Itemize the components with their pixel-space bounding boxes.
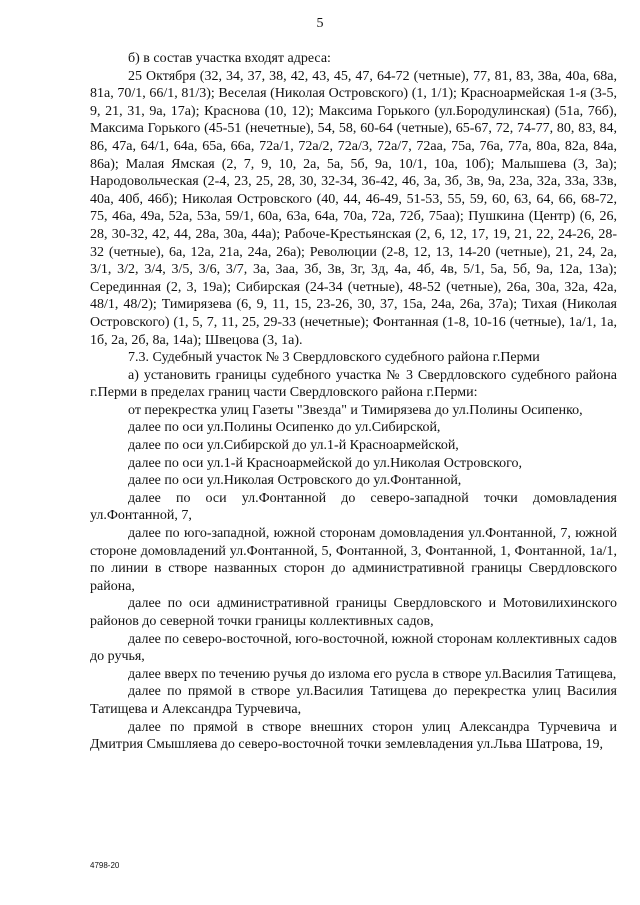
paragraph-boundary-line: далее по юго-западной, южной сторонам домовладения ул.Фонтанной, 7, южной стороне домовладений ул.Фонтанной, 5, Фонтанной, 3, Фонтанной, 1, Фонтанной, 1а/1, по линии в створе названных сторон до административной границы Свердловского района,	[90, 526, 617, 594]
paragraph-boundary-line: далее по оси ул.Николая Островского до ул.Фонтанной,	[128, 473, 462, 489]
paragraph-boundary-line: далее по оси ул.Полины Осипенко до ул.Сибирской,	[128, 420, 441, 436]
paragraph-boundary-intro: а) установить границы судебного участка № 3 Свердловского судебного района г.Перми в пределах границ части Свердловского района г.Перми:	[90, 367, 617, 401]
paragraph-boundary-line: далее по прямой в створе ул.Василия Татищева до перекрестка улиц Василия Татищева и Александра Турчевича,	[90, 684, 617, 717]
paragraph-addresses-heading: б) в состав участка входят адреса:	[128, 51, 331, 66]
document-body	[90, 50, 617, 754]
paragraph-boundary-line: далее по оси административной границы Свердловского и Мотовилихинского районов до северной точки границы коллективных садов,	[90, 596, 617, 629]
paragraph-boundary-line: далее по прямой в створе внешних сторон улиц Александра Турчевича и Дмитрия Смышляева до северо-восточной точки землевладения ул.Льва Шатрова, 19,	[90, 719, 617, 753]
paragraph-section-heading: 7.3. Судебный участок № 3 Свердловского судебного района г.Перми	[128, 350, 540, 366]
document-code: 4798-20	[90, 861, 120, 870]
paragraph-boundary-line: далее по северо-восточной, юго-восточной, южной сторонам коллективных садов до ручья,	[90, 631, 617, 665]
paragraph-boundary-line: далее по оси ул.Фонтанной до северо-западной точки домовладения ул.Фонтанной, 7,	[90, 490, 617, 524]
paragraph-boundary-line: от перекрестка улиц Газеты "Звезда" и Тимирязева до ул.Полины Осипенко,	[128, 402, 583, 418]
page-number: 5	[316, 16, 324, 31]
paragraph-boundary-line: далее по оси ул.Сибирской до ул.1-й Красноармейской,	[128, 438, 459, 454]
paragraph-boundary-line: далее вверх по течению ручья до излома его русла в створе ул.Василия Татищева,	[128, 666, 617, 682]
paragraph-address-list: 25 Октября (32, 34, 37, 38, 42, 43, 45, 47, 64-72 (четные), 77, 81, 83, 38а, 40а, 68а, 81а, 70/1, 66/1, 81/3); Веселая (Николая Островского) (1, 1/1); Красноармейская 1-я (3-5, 9, 21, 31, 9а, 17а); Краснова (10, 12); Максима Горького (ул.Бородулинская) (51а, 76б), Максима Горького (45-51 (нечетные), 54, 58, 60-64 (четные), 65-67, 72, 74-77, 80, 83, 84, 86, 47а, 64/1, 64а, 65а, 66а, 72а/1, 72а/2, 72а/3, 72а/7, 72аа, 75а, 76а, 77а, 80а, 82а, 84а, 86а); Малая Ямская (2, 7, 9, 10, 2а, 5а, 5б, 9а, 10/1, 10а, 10б); Малышева (3, 3а); Народовольческая (2-4, 23, 25, 28, 30, 32-34, 36-42, 46, 3а, 3б, 3в, 9а, 23а, 32а, 33а, 33в, 40а, 40б, 46б); Николая Островского (40, 44, 46-49, 51-53, 55, 59, 60, 63, 64, 66, 68-72, 75, 46а, 49а, 52а, 53а, 59/1, 60а, 63а, 64а, 70а, 72а, 72б, 75аа); Пушкина (Центр) (6, 26, 28, 30-32, 42, 44, 28а, 30а, 44а); Рабоче-Крестьянская (2, 6, 12, 17, 19, 21, 22, 24-26, 28-32 (четные), 6а, 12а, 21а, 24а, 26а); Революции (2-8, 12, 13, 14-20 (четные), 21, 24, 2а, 3/1, 3/2, 3/4, 3/5, 3/6, 3/7, 3а, 3аа, 3б, 3в, 3г, 3д, 4а, 4б, 4в, 5/1, 5а, 5б, 9а, 12а, 13а); Серединная (2, 3, 19а); Сибирская (24-34 (четные), 48-52 (четные), 26а, 30а, 32а, 42а, 48/1, 48/2); Тимирязева (6, 9, 11, 15, 23-26, 30, 37, 15а, 24а, 26а, 37а); Тихая (Николая Островского) (1, 5, 7, 11, 25, 29-33 (нечетные); Фонтанная (1-8, 10-16 (четные), 1а/1, 1а, 1б, 2а, 2б, 8а, 14а); Швецова (3, 1а).	[90, 68, 617, 348]
paragraph-boundary-line: далее по оси ул.1-й Красноармейской до ул.Николая Островского,	[128, 455, 523, 471]
